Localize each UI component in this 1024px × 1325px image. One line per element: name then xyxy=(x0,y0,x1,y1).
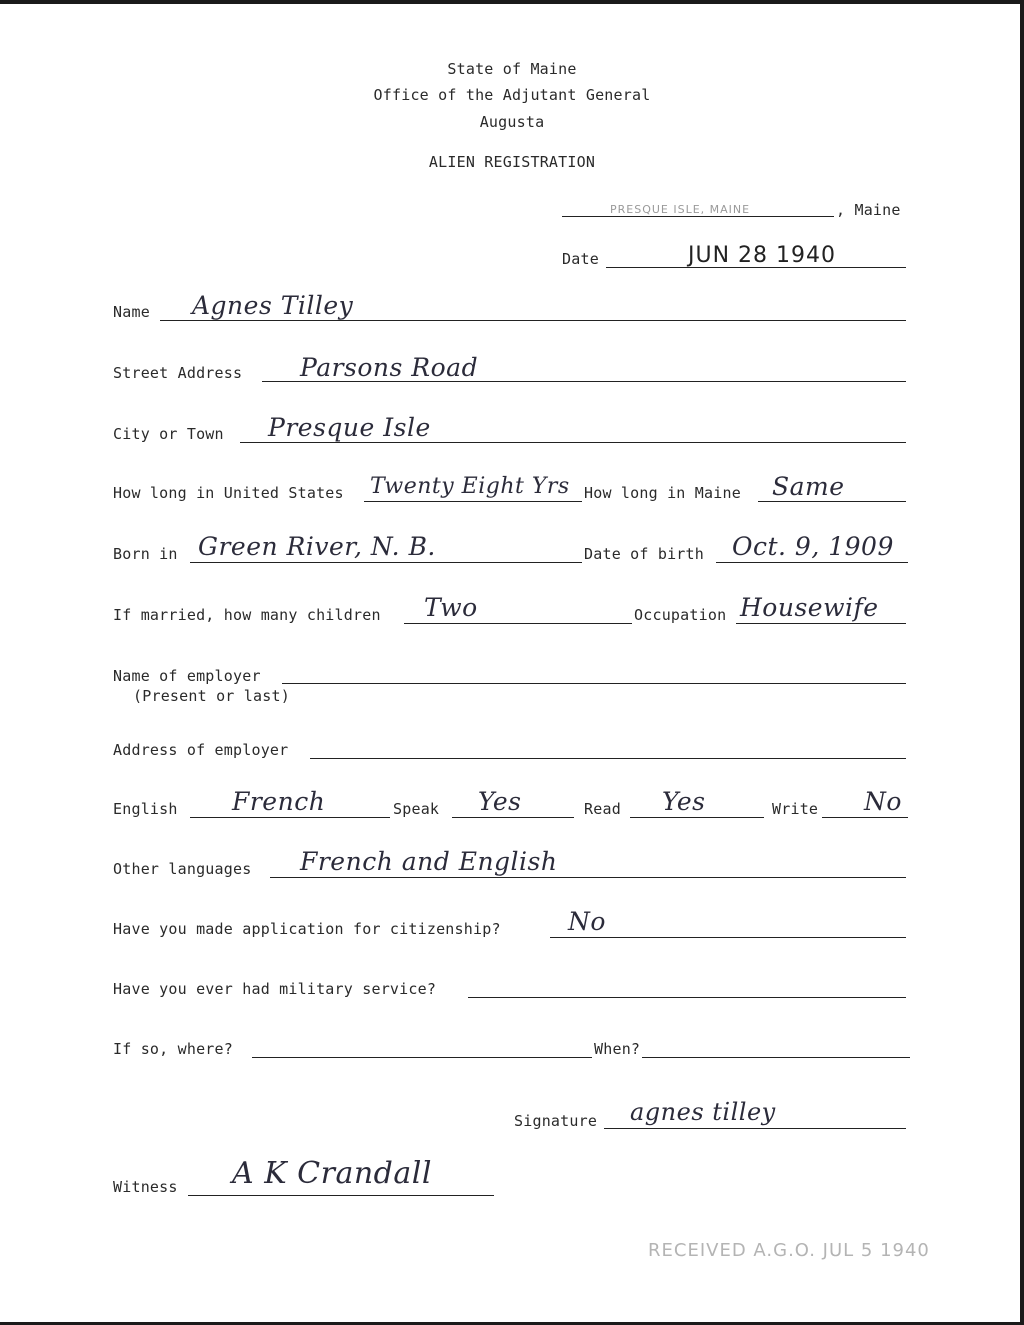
witness-value: A K Crandall xyxy=(232,1156,432,1191)
header-office: Office of the Adjutant General xyxy=(373,86,651,104)
signature-line xyxy=(604,1128,906,1129)
born-value: Green River, N. B. xyxy=(198,532,436,561)
read-line xyxy=(630,817,764,818)
name-label: Name xyxy=(113,303,150,321)
citizenship-value: No xyxy=(568,907,606,936)
dob-line xyxy=(716,562,908,563)
when-label: When? xyxy=(594,1040,641,1058)
children-line xyxy=(404,623,632,624)
occupation-line xyxy=(736,623,906,624)
header-state: State of Maine xyxy=(447,60,577,78)
received-stamp: RECEIVED A.G.O. JUL 5 1940 xyxy=(648,1240,930,1261)
citizenship-line xyxy=(550,937,906,938)
street-label: Street Address xyxy=(113,364,243,382)
write-value: No xyxy=(864,787,902,816)
other-languages-label: Other languages xyxy=(113,860,252,878)
name-line xyxy=(160,320,906,321)
occupation-value: Housewife xyxy=(740,593,879,622)
date-label: Date xyxy=(562,250,599,268)
employer-line xyxy=(282,683,906,684)
place-line xyxy=(562,216,834,217)
witness-label: Witness xyxy=(113,1178,178,1196)
name-value: Agnes Tilley xyxy=(192,291,354,320)
citizenship-label: Have you made application for citizenship? xyxy=(113,920,501,938)
city-value: Presque Isle xyxy=(268,413,431,442)
dob-label: Date of birth xyxy=(584,545,704,563)
speak-value: Yes xyxy=(478,787,522,816)
place-stamp: PRESQUE ISLE, MAINE xyxy=(610,203,751,216)
military-label: Have you ever had military service? xyxy=(113,980,437,998)
employer-address-label: Address of employer xyxy=(113,741,289,759)
born-label: Born in xyxy=(113,545,178,563)
where-line xyxy=(252,1057,592,1058)
maine-duration-line xyxy=(758,501,906,502)
us-duration-line xyxy=(364,501,582,502)
read-value: Yes xyxy=(662,787,706,816)
other-languages-value: French and English xyxy=(300,847,558,876)
signature-label: Signature xyxy=(514,1112,598,1130)
scan-border-top xyxy=(0,0,1024,4)
speak-label: Speak xyxy=(393,800,440,818)
english-label: English xyxy=(113,800,178,818)
children-value: Two xyxy=(424,593,478,622)
other-languages-line xyxy=(270,877,906,878)
children-label: If married, how many children xyxy=(113,606,381,624)
occupation-label: Occupation xyxy=(634,606,727,624)
born-line xyxy=(190,562,582,563)
maine-duration-value: Same xyxy=(772,472,845,501)
write-label: Write xyxy=(772,800,819,818)
date-stamp: JUN 28 1940 xyxy=(688,243,837,268)
where-label: If so, where? xyxy=(113,1040,233,1058)
dob-value: Oct. 9, 1909 xyxy=(732,532,894,561)
military-line xyxy=(468,997,906,998)
witness-line xyxy=(188,1195,494,1196)
when-line xyxy=(642,1057,910,1058)
english-value: French xyxy=(232,787,326,816)
speak-line xyxy=(452,817,574,818)
employer-sublabel: (Present or last) xyxy=(133,687,290,705)
place-suffix: , Maine xyxy=(836,201,901,219)
us-duration-label: How long in United States xyxy=(113,484,344,502)
street-value: Parsons Road xyxy=(300,353,479,382)
write-line xyxy=(822,817,908,818)
form-title: ALIEN REGISTRATION xyxy=(428,153,596,171)
employer-label: Name of employer xyxy=(113,667,261,685)
signature-value: agnes tilley xyxy=(630,1098,776,1126)
us-duration-value: Twenty Eight Yrs xyxy=(370,474,570,499)
city-label: City or Town xyxy=(113,425,224,443)
scan-border-right xyxy=(1020,0,1024,1325)
english-line xyxy=(190,817,390,818)
header-city: Augusta xyxy=(479,113,545,131)
city-line xyxy=(240,442,906,443)
read-label: Read xyxy=(584,800,621,818)
maine-duration-label: How long in Maine xyxy=(584,484,741,502)
employer-address-line xyxy=(310,758,906,759)
